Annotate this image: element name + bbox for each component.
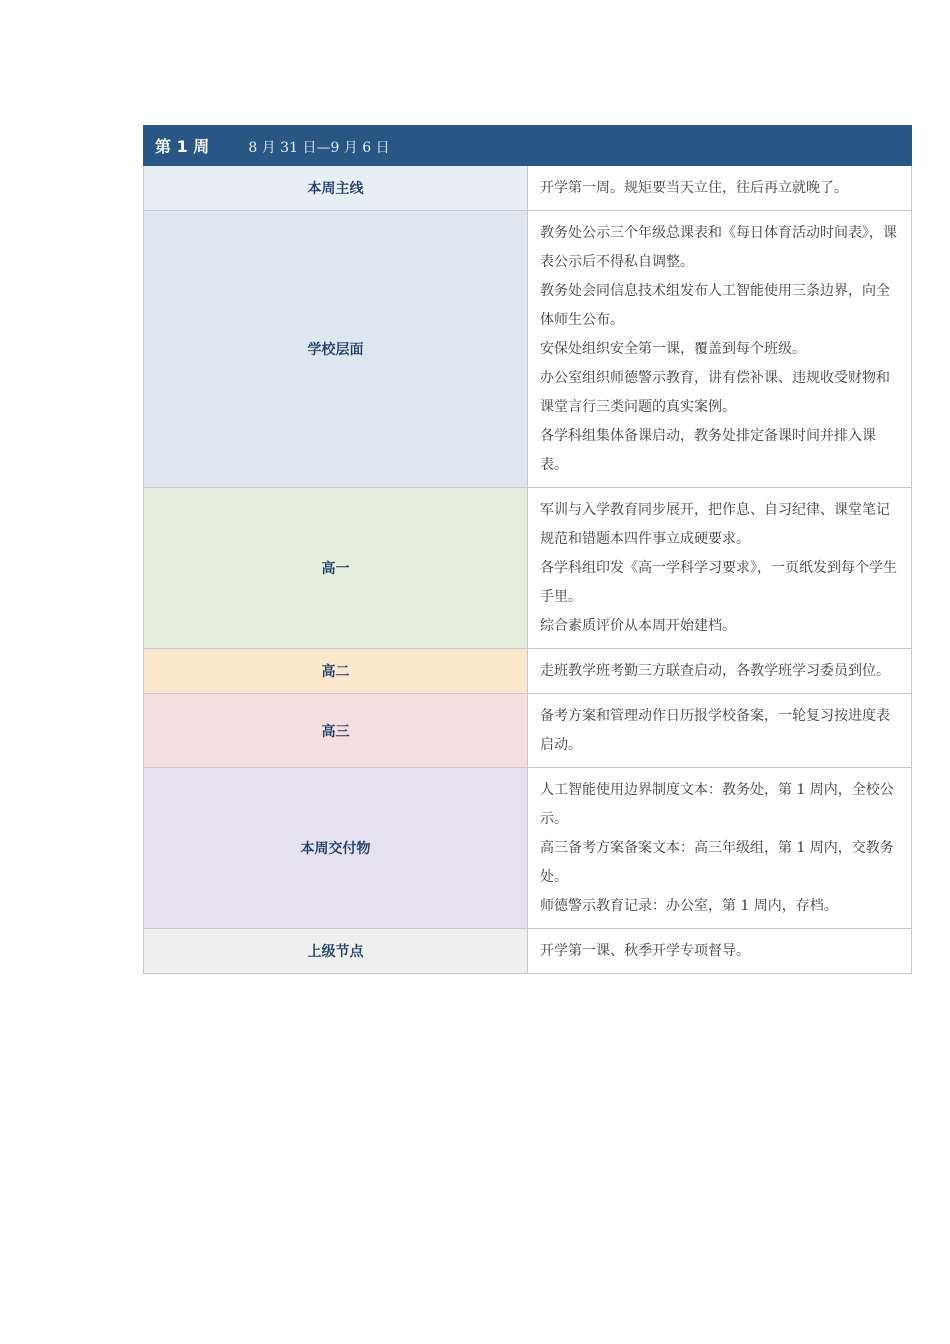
row-deliverables <box>144 768 912 929</box>
week-number: 第 1 周 <box>155 137 210 156</box>
row-label-grade-12: 高三 <box>144 694 528 768</box>
content-line: 人工智能使用边界制度文本：教务处，第 1 周内，全校公示。 <box>540 782 894 827</box>
content-line: 各学科组印发《高一学科学习要求》，一页纸发到每个学生手里。 <box>540 560 897 605</box>
row-label-main-theme: 本周主线 <box>144 166 528 211</box>
week-header <box>144 126 912 166</box>
row-label-upper-nodes: 上级节点 <box>144 929 528 974</box>
table-header-row <box>144 126 912 166</box>
content-line: 教务处会同信息技术组发布人工智能使用三条边界，向全体师生公布。 <box>540 283 890 328</box>
row-grade-11 <box>144 649 912 694</box>
content-line: 开学第一课、秋季开学专项督导。 <box>540 943 750 959</box>
content-line: 安保处组织安全第一课，覆盖到每个班级。 <box>540 341 806 357</box>
row-label-deliverables: 本周交付物 <box>144 768 528 929</box>
row-content-grade-11 <box>528 649 912 694</box>
content-line: 走班教学班考勤三方联查启动，各教学班学习委员到位。 <box>540 663 890 679</box>
row-label-school-level: 学校层面 <box>144 211 528 488</box>
row-grade-12 <box>144 694 912 768</box>
row-label-grade-11: 高二 <box>144 649 528 694</box>
content-line: 综合素质评价从本周开始建档。 <box>540 618 736 634</box>
content-line: 各学科组集体备课启动，教务处排定备课时间并排入课表。 <box>540 428 876 473</box>
week-date-range: 8 月 31 日—9 月 6 日 <box>248 140 390 156</box>
content-line: 开学第一周。规矩要当天立住，往后再立就晚了。 <box>540 180 848 196</box>
content-line: 教务处公示三个年级总课表和《每日体育活动时间表》，课表公示后不得私自调整。 <box>540 225 897 270</box>
row-grade-10 <box>144 488 912 649</box>
row-content-grade-10 <box>528 488 912 649</box>
content-line: 办公室组织师德警示教育，讲有偿补课、违规收受财物和课堂言行三类问题的真实案例。 <box>540 370 890 415</box>
row-upper-nodes <box>144 929 912 974</box>
row-content-grade-12 <box>528 694 912 768</box>
content-line: 备考方案和管理动作日历报学校备案，一轮复习按进度表启动。 <box>540 708 890 753</box>
content-line: 师德警示教育记录：办公室，第 1 周内，存档。 <box>540 898 838 914</box>
week-plan-table <box>143 125 912 974</box>
content-line: 军训与入学教育同步展开，把作息、自习纪律、课堂笔记规范和错题本四件事立成硬要求。 <box>540 502 890 547</box>
row-content-school-level <box>528 211 912 488</box>
content-line: 高三备考方案备案文本：高三年级组，第 1 周内，交教务处。 <box>540 840 894 885</box>
row-main-theme <box>144 166 912 211</box>
row-label-grade-10: 高一 <box>144 488 528 649</box>
row-content-upper-nodes <box>528 929 912 974</box>
row-content-main-theme <box>528 166 912 211</box>
row-content-deliverables <box>528 768 912 929</box>
row-school-level <box>144 211 912 488</box>
